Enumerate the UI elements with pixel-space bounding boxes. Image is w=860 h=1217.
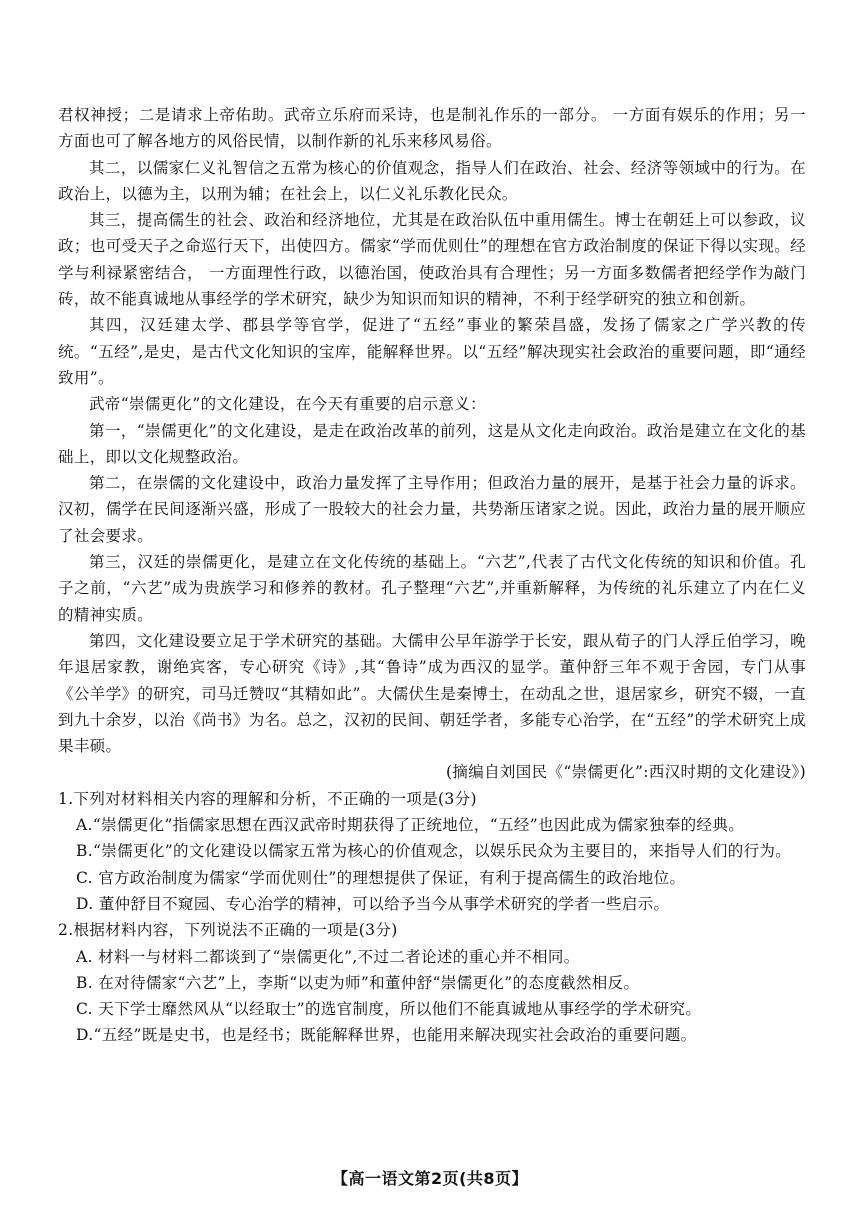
option-a: A.“崇儒更化”指儒家思想在西汉武帝时期获得了正统地位，“五经”也因此成为儒家独奉的经典。 xyxy=(76,816,745,835)
option-d: D. 董仲舒目不窥园、专心治学的精神，可以给予当今从事学术研究的学者一些启示。 xyxy=(76,894,670,913)
option-b: B.“崇儒更化”的文化建设以儒家五常为核心的价值观念，以娱乐民众为主要目的，来指导人们的行为。 xyxy=(76,842,792,861)
page-footer: 【高一语文第2页(共8页】 xyxy=(331,1169,529,1188)
option-b: B. 在对待儒家“六艺”上，李斯“以吏为师”和董仲舒“崇儒更化”的态度截然相反。 xyxy=(76,973,640,992)
question-1 xyxy=(58,786,806,917)
option-c: C. 天下学士靡然风从“以经取士”的选官制度，所以他们不能真诚地从事经学的学术研究。 xyxy=(76,1000,702,1019)
option-a: A. 材料一与材料二都谈到了“崇儒更化”,不过二者论述的重心并不相同。 xyxy=(76,947,580,966)
paragraph: 其二，以儒家仁义礼智信之五常为核心的价值观念，指导人们在政治、社会、经济等领域中的行为。在政治上，以德为主，以刑为辅；在社会上，以仁义礼乐教化民众。 xyxy=(58,158,806,203)
document-body xyxy=(58,102,806,1049)
option-d: D.“五经”既是史书，也是经书；既能解释世界，也能用来解决现实社会政治的重要问题。 xyxy=(76,1026,697,1045)
source-citation: (摘编自刘国民《“崇儒更化”:西汉时期的文化建设》) xyxy=(445,763,806,782)
paragraph: 其三，提高儒生的社会、政治和经济地位，尤其是在政治队伍中重用儒生。博士在朝廷上可以参政，议政；也可受天子之命巡行天下，出使四方。儒家“学而优则仕”的理想在官方政治制度的保证下得以实现。经学与利禄紧密结合， 一方面理性行政，以德治国，使政治具有合理性；另一方面多数儒者把经学作为敲门砖，故不能真诚地从事经学的学术研究，缺少为知识而知识的精神，不利于经学研究的独立和创新。 xyxy=(58,211,806,309)
option-c: C. 官方政治制度为儒家“学而优则仕”的理想提供了保证，有利于提高儒生的政治地位。 xyxy=(76,868,686,887)
question-stem: 1.下列对材料相关内容的理解和分析，不正确的一项是(3分) xyxy=(58,789,477,808)
paragraph: 君权神授；二是请求上帝佑助。武帝立乐府而采诗，也是制礼作乐的一部分。 一方面有娱乐的作用；另一方面也可了解各地方的风俗民情，以制作新的礼乐来移风易俗。 xyxy=(58,106,806,151)
paragraph: 武帝“崇儒更化”的文化建设，在今天有重要的启示意义： xyxy=(89,395,486,414)
paragraph: 第二，在崇儒的文化建设中，政治力量发挥了主导作用；但政治力量的展开，是基于社会力量的诉求。汉初，儒学在民间逐渐兴盛，形成了一股较大的社会力量，共势渐压诸家之说。因此，政治力量的展开顺应了社会要求。 xyxy=(58,474,806,545)
paragraph: 其四，汉廷建太学、郡县学等官学，促进了“五经”事业的繁荣昌盛，发扬了儒家之广学兴教的传统。“五经”,是史，是古代文化知识的宝库，能解释世界。以“五经”解决现实社会政治的重要问题，即“通经致用”。 xyxy=(58,316,806,387)
paragraph: 第四，文化建设要立足于学术研究的基础。大儒申公早年游学于长安，跟从荀子的门人浮丘伯学习，晚年退居家教，谢绝宾客，专心研究《诗》,其“鲁诗”成为西汉的显学。董仲舒三年不观于舍园，专门从事《公羊学》的研究，司马迁赞叹“其精如此”。大儒伏生是秦博士，在动乱之世，退居家乡，研究不辍，一直到九十余岁，以治《尚书》为名。总之，汉初的民间、朝廷学者，多能专心治学，在“五经”的学术研究上成果丰硕。 xyxy=(58,631,806,756)
question-2 xyxy=(58,917,806,1048)
paragraph: 第一，“崇儒更化”的文化建设，是走在政治改革的前列，这是从文化走向政治。政治是建立在文化的基础上，即以文化规整政治。 xyxy=(58,421,806,466)
paragraph: 第三，汉廷的崇儒更化，是建立在文化传统的基础上。“六艺”,代表了古代文化传统的知识和价值。孔子之前，“六艺”成为贵族学习和修养的教材。孔子整理“六艺”,并重新解释，为传统的礼乐建立了内在仁义的精神实质。 xyxy=(58,553,806,624)
question-stem: 2.根据材料内容，下列说法不正确的一项是(3分) xyxy=(58,921,398,940)
